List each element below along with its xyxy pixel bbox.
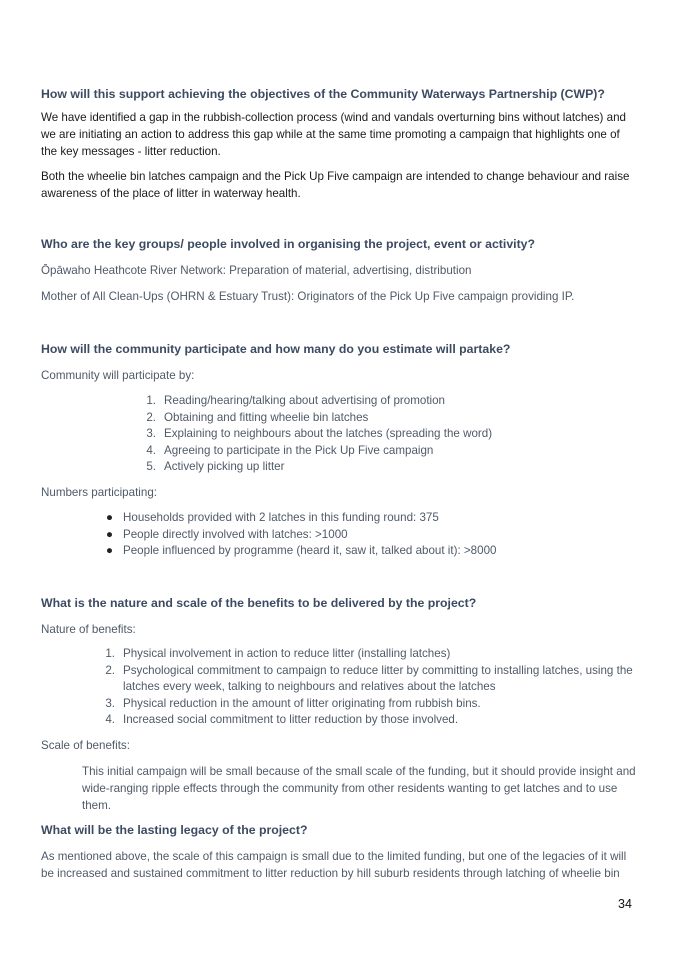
list-item: 5. Actively picking up litter xyxy=(146,460,285,473)
numbers-intro: Numbers participating: xyxy=(41,486,157,499)
list-item: 1. Physical involvement in action to reduce litter (installing latches) xyxy=(105,647,451,660)
text-line: As mentioned above, the scale of this campaign is small due to the limited funding, but one of the legacies of it will xyxy=(41,850,627,863)
list-item: 3. Physical reduction in the amount of litter originating from rubbish bins. xyxy=(105,696,481,710)
list-item: ● People influenced by programme (heard it, saw it, talked about it): >8000 xyxy=(123,543,496,560)
list-item: ● People directly involved with latches: >1000 xyxy=(123,527,496,544)
benefits-intro: Nature of benefits: xyxy=(41,623,136,636)
heading-key-groups: Who are the key groups/ people involved in organising the project, event or activity? xyxy=(41,237,536,251)
legacy-paragraph xyxy=(41,848,626,882)
heading-community-participation: How will the community participate and how many do you estimate will partake? xyxy=(41,342,511,356)
cwp-paragraph-2 xyxy=(41,168,629,202)
heading-cwp-objectives: How will this support achieving the objectives of the Community Waterways Partnership (CWP)? xyxy=(41,87,605,101)
list-item: 2. Obtaining and fitting wheelie bin latches xyxy=(146,410,369,424)
key-group-line: Mother of All Clean-Ups (OHRN & Estuary Trust): Originators of the Pick Up Five campaign providing IP. xyxy=(41,290,575,303)
text-line: we are initiating an action to address this gap while at the same time promoting a campaign that highlights one of xyxy=(41,128,620,141)
participate-intro: Community will participate by: xyxy=(41,369,195,382)
cwp-paragraph-1 xyxy=(41,109,626,160)
list-item: 4. Agreeing to participate in the Pick Up Five campaign xyxy=(146,443,434,457)
bullet-icon: ● xyxy=(105,544,113,557)
list-item: 1. Reading/hearing/talking about advertising of promotion xyxy=(146,394,446,407)
list-item: ● Households provided with 2 latches in this funding round: 375 xyxy=(123,510,496,527)
participation-list xyxy=(146,393,493,476)
text-line: them. xyxy=(82,799,111,812)
text-line: wide-ranging ripple effects through the community from other residents wanting to get latches and to use xyxy=(82,782,618,795)
text-line: awareness of the place of litter in waterway health. xyxy=(41,187,301,200)
benefits-list xyxy=(105,646,633,729)
text-line: We have identified a gap in the rubbish-collection process (wind and vandals overturning bins without latches) and xyxy=(41,111,626,124)
scale-intro: Scale of benefits: xyxy=(41,739,130,752)
bullet-icon: ● xyxy=(105,511,113,524)
text-line: This initial campaign will be small because of the small scale of the funding, but it should provide insight and xyxy=(82,765,636,778)
heading-lasting-legacy: What will be the lasting legacy of the project? xyxy=(41,823,308,837)
list-item: 3. Explaining to neighbours about the latches (spreading the word) xyxy=(146,427,493,440)
list-item: 4. Increased social commitment to litter reduction by those involved. xyxy=(105,713,459,726)
text-line: be increased and sustained commitment to litter reduction by hill suburb residents through latching of wheelie bin xyxy=(41,867,620,880)
list-item: 2. Psychological commitment to campaign to reduce litter by committing to installing latches, using the latches every week, talking to neighbours and relatives about the latches xyxy=(105,663,633,693)
heading-benefits: What is the nature and scale of the benefits to be delivered by the project? xyxy=(41,596,477,610)
page-number: 34 xyxy=(618,897,632,911)
bullet-icon: ● xyxy=(105,527,113,541)
key-group-line: Ōpāwaho Heathcote River Network: Preparation of material, advertising, distribution xyxy=(41,264,472,277)
text-line: Both the wheelie bin latches campaign and the Pick Up Five campaign are intended to change behaviour and raise xyxy=(41,170,630,183)
scale-paragraph xyxy=(82,763,636,814)
text-line: the key messages - litter reduction. xyxy=(41,145,221,158)
numbers-list xyxy=(105,510,497,560)
